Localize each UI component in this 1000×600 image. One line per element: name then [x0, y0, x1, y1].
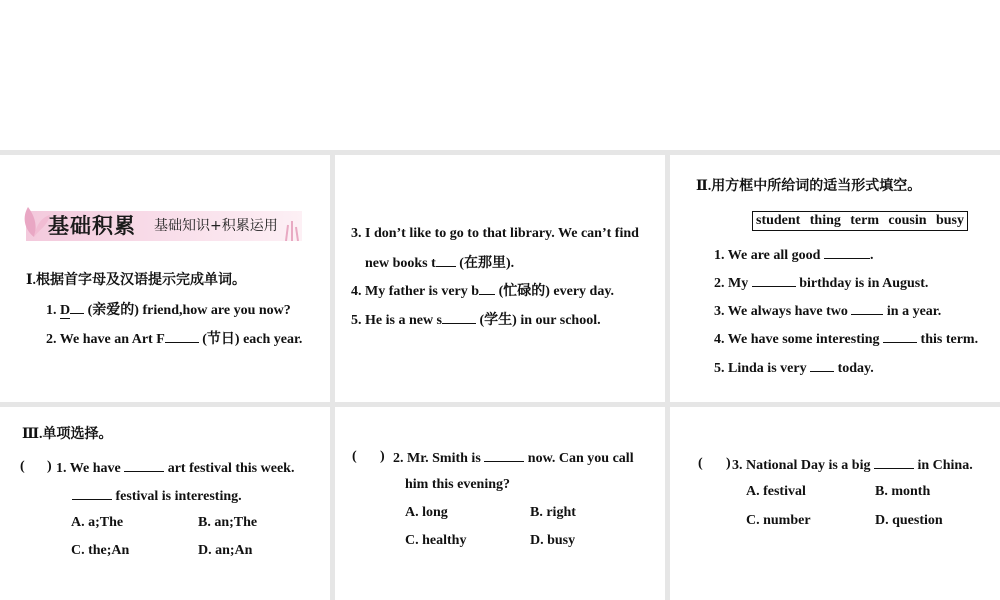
s3-question-1: 1. We have art festival this week.: [56, 458, 294, 478]
word-box-item: term: [850, 213, 880, 228]
s3-question-1-line2: festival is interesting.: [72, 486, 242, 506]
answer-blank: [165, 329, 199, 343]
answer-blank: [883, 329, 917, 343]
word-box: [752, 211, 968, 231]
s1-question-1: 1. D (亲爱的) friend,how are you now?: [46, 300, 291, 320]
banner-subtitle: 基础知识+积累运用: [154, 218, 278, 234]
answer-blank-extension: [70, 300, 84, 314]
answer-paren-close: ): [47, 459, 52, 474]
s1-question-4: 4. My father is very b (忙碌的) every day.: [351, 281, 614, 301]
answer-blank: [72, 486, 112, 500]
answer-blank: [874, 455, 914, 469]
s2-question-1: 1. We are all good .: [714, 245, 873, 265]
banner-title: 基础积累: [48, 214, 136, 238]
s1-question-5: 5. He is a new s (学生) in our school.: [351, 310, 601, 330]
option-a[interactable]: A. long: [405, 505, 448, 520]
answer-paren-close: ): [380, 449, 385, 464]
word-box-item: student: [756, 213, 801, 228]
answer-blank: [124, 458, 164, 472]
answer-paren-close: ): [726, 456, 731, 471]
option-c[interactable]: C. the;An: [71, 543, 130, 558]
section1-heading: Ⅰ.根据首字母及汉语提示完成单词。: [26, 273, 247, 288]
answer-blank: [436, 253, 456, 267]
option-d[interactable]: D. an;An: [198, 543, 253, 558]
s2-question-4: 4. We have some interesting this term.: [714, 329, 978, 349]
s3-question-3: 3. National Day is a big in China.: [732, 455, 973, 475]
option-a[interactable]: A. festival: [746, 484, 806, 499]
section3-heading: Ⅲ.单项选择。: [22, 427, 113, 442]
s1-question-3-line1: 3. I don’t like to go to that library. We can’t find: [351, 226, 639, 241]
answer-blank: [824, 245, 870, 259]
option-b[interactable]: B. an;The: [198, 515, 258, 530]
panel-section1-part2: [335, 155, 665, 402]
answer-blank: [851, 301, 883, 315]
s2-question-5: 5. Linda is very today.: [714, 358, 874, 378]
s3-question-2: 2. Mr. Smith is now. Can you call: [393, 448, 634, 468]
option-d[interactable]: D. question: [875, 513, 943, 528]
answer-paren-open: (: [352, 449, 357, 464]
word-box-item: busy: [935, 213, 964, 228]
option-b[interactable]: B. month: [875, 484, 931, 499]
answer-blank: [484, 448, 524, 462]
panel-section2: [670, 155, 1000, 402]
word-box-item: thing: [809, 213, 841, 228]
top-blank-area: [0, 0, 1000, 150]
s2-question-2: 2. My birthday is in August.: [714, 273, 928, 293]
answer-paren-open: (: [20, 459, 25, 474]
option-c[interactable]: C. healthy: [405, 533, 467, 548]
panel-section1-part1: [0, 155, 330, 402]
s3-question-2-line2: him this evening?: [405, 477, 511, 492]
answer-blank: D: [60, 303, 71, 318]
panel-section3-part1: [0, 407, 330, 600]
answer-blank: [479, 281, 495, 295]
section2-heading: Ⅱ.用方框中所给词的适当形式填空。: [696, 179, 922, 194]
answer-paren-open: (: [698, 456, 703, 471]
answer-blank: [810, 358, 834, 372]
s2-question-3: 3. We always have two in a year.: [714, 301, 941, 321]
leaf-icon: [20, 203, 50, 243]
answer-blank: [442, 310, 476, 324]
s1-question-2: 2. We have an Art F (节日) each year.: [46, 329, 302, 349]
grass-icon: [282, 219, 302, 241]
panel-section3-part3: [670, 407, 1000, 600]
option-c[interactable]: C. number: [746, 513, 811, 528]
section-banner: [26, 207, 302, 245]
option-a[interactable]: A. a;The: [71, 515, 124, 530]
option-d[interactable]: D. busy: [530, 533, 576, 548]
panel-section3-part2: [335, 407, 665, 600]
word-box-item: cousin: [888, 213, 927, 228]
answer-blank: [752, 273, 796, 287]
option-b[interactable]: B. right: [530, 505, 576, 520]
s1-question-3-line2: new books t (在那里).: [365, 253, 514, 273]
